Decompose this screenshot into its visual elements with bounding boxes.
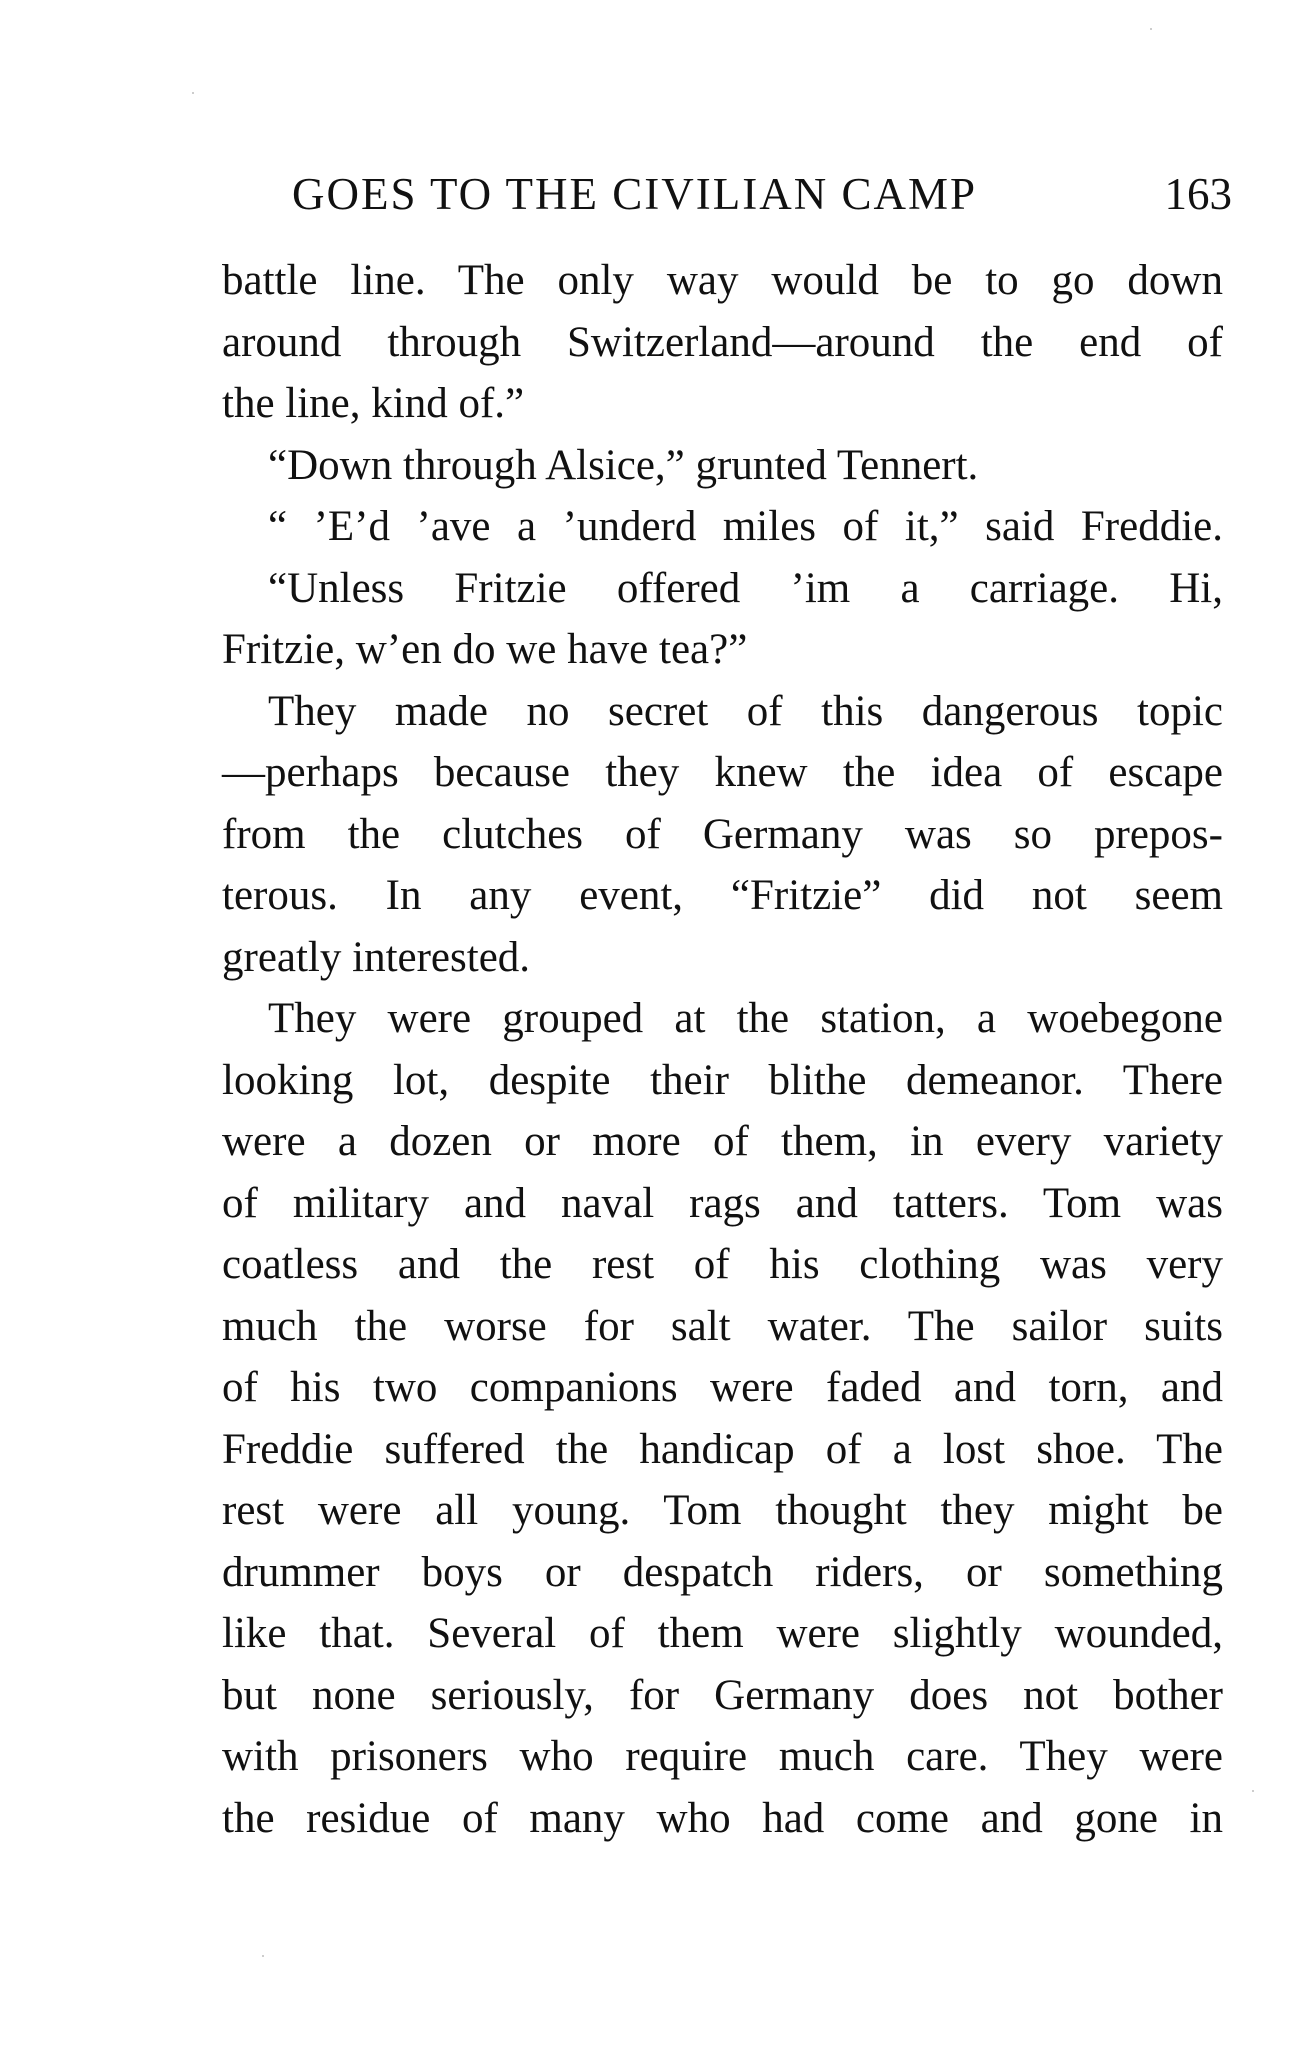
text-line: much the worse for salt water. The sailor suits bbox=[222, 1302, 1223, 1350]
text-line: battle line. The only way would be to go down bbox=[222, 257, 1223, 304]
text-line: looking lot, despite their blithe demeanor. There bbox=[222, 1056, 1223, 1104]
text-line: “Unless Fritzie offered ’im a carriage. Hi, bbox=[268, 564, 1223, 612]
text-line: from the clutches of Germany was so prepos- bbox=[222, 810, 1223, 858]
text-line: They made no secret of this dangerous topic bbox=[268, 687, 1223, 735]
text-line: terous. In any event, “Fritzie” did not seem bbox=[222, 872, 1223, 919]
text-line: around through Switzerland—around the end of bbox=[222, 318, 1223, 366]
paper-speck bbox=[192, 92, 194, 94]
text-line: drummer boys or despatch riders, or something bbox=[222, 1548, 1223, 1596]
text-line: but none seriously, for Germany does not bother bbox=[222, 1671, 1223, 1719]
body-text bbox=[222, 250, 1223, 1849]
paper-speck bbox=[1150, 28, 1152, 30]
text-line: like that. Several of them were slightly wounded, bbox=[222, 1610, 1223, 1657]
text-line: of his two companions were faded and torn, and bbox=[222, 1364, 1223, 1411]
text-line: of military and naval rags and tatters. Tom was bbox=[222, 1179, 1223, 1227]
text-line: Fritzie, w’en do we have tea?” bbox=[222, 626, 748, 673]
text-line: Freddie suffered the handicap of a lost shoe. The bbox=[222, 1425, 1223, 1473]
running-head bbox=[292, 168, 1232, 238]
text-line: greatly interested. bbox=[222, 933, 531, 981]
text-line: “Down through Alsice,” grunted Tennert. bbox=[268, 441, 979, 489]
page-number: 163 bbox=[1164, 169, 1232, 219]
text-line: were a dozen or more of them, in every variety bbox=[222, 1118, 1223, 1165]
running-head-title: GOES TO THE CIVILIAN CAMP bbox=[292, 169, 978, 219]
text-line: “ ’E’d ’ave a ’underd miles of it,” said Freddie. bbox=[268, 503, 1223, 550]
text-line: —perhaps because they knew the idea of escape bbox=[222, 749, 1223, 796]
text-line: with prisoners who require much care. They were bbox=[222, 1733, 1223, 1780]
text-line: rest were all young. Tom thought they might be bbox=[222, 1487, 1223, 1534]
paper-speck bbox=[1252, 1790, 1254, 1792]
text-line: coatless and the rest of his clothing was very bbox=[222, 1241, 1223, 1288]
text-line: the line, kind of.” bbox=[222, 380, 525, 427]
paper-speck bbox=[262, 1955, 264, 1957]
text-line: the residue of many who had come and gone in bbox=[222, 1794, 1223, 1842]
text-line: They were grouped at the station, a woebegone bbox=[268, 995, 1223, 1042]
